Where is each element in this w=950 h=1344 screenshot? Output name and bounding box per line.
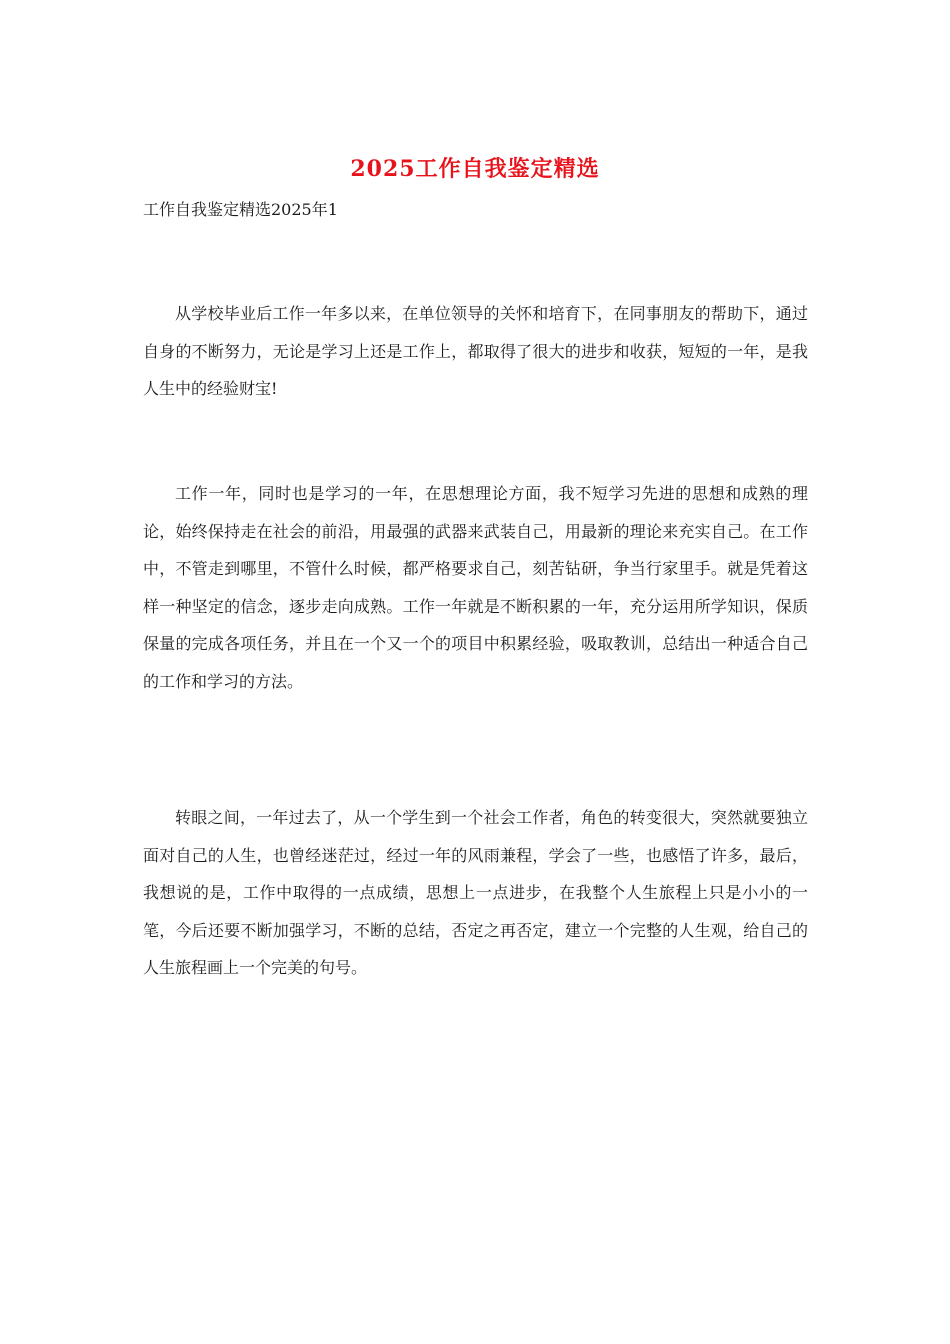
paragraph-3: 转眼之间，一年过去了，从一个学生到一个社会工作者，角色的转变很大，突然就要独立面对自己的人生，也曾经迷茫过，经过一年的风雨兼程，学会了一些，也感悟了许多，最后，我想说的是，工作中取得的一点成绩，思想上一点进步，在我整个人生旅程上只是小小的一笔，今后还要不断加强学习，不断的总结，否定之再否定，建立一个完整的人生观，给自己的人生旅程画上一个完美的句号。 <box>143 808 808 977</box>
paragraph-1: 从学校毕业后工作一年多以来，在单位领导的关怀和培育下，在同事朋友的帮助下，通过自身的不断努力，无论是学习上还是工作上，都取得了很大的进步和收获，短短的一年，是我人生中的经验财宝! <box>143 304 808 398</box>
document-subtitle: 工作自我鉴定精选2025年1 <box>143 200 338 219</box>
paragraph-2: 工作一年，同时也是学习的一年，在思想理论方面，我不短学习先进的思想和成熟的理论，始终保持走在社会的前沿，用最强的武器来武装自己，用最新的理论来充实自己。在工作中，不管走到哪里，不管什么时候，都严格要求自己，刻苦钻研，争当行家里手。就是凭着这样一种坚定的信念，逐步走向成熟。工作一年就是不断积累的一年，充分运用所学知识，保质保量的完成各项任务，并且在一个又一个的项目中积累经验，吸取教训，总结出一种适合自己的工作和学习的方法。 <box>143 484 808 691</box>
document-title: 2025工作自我鉴定精选 <box>350 156 600 182</box>
